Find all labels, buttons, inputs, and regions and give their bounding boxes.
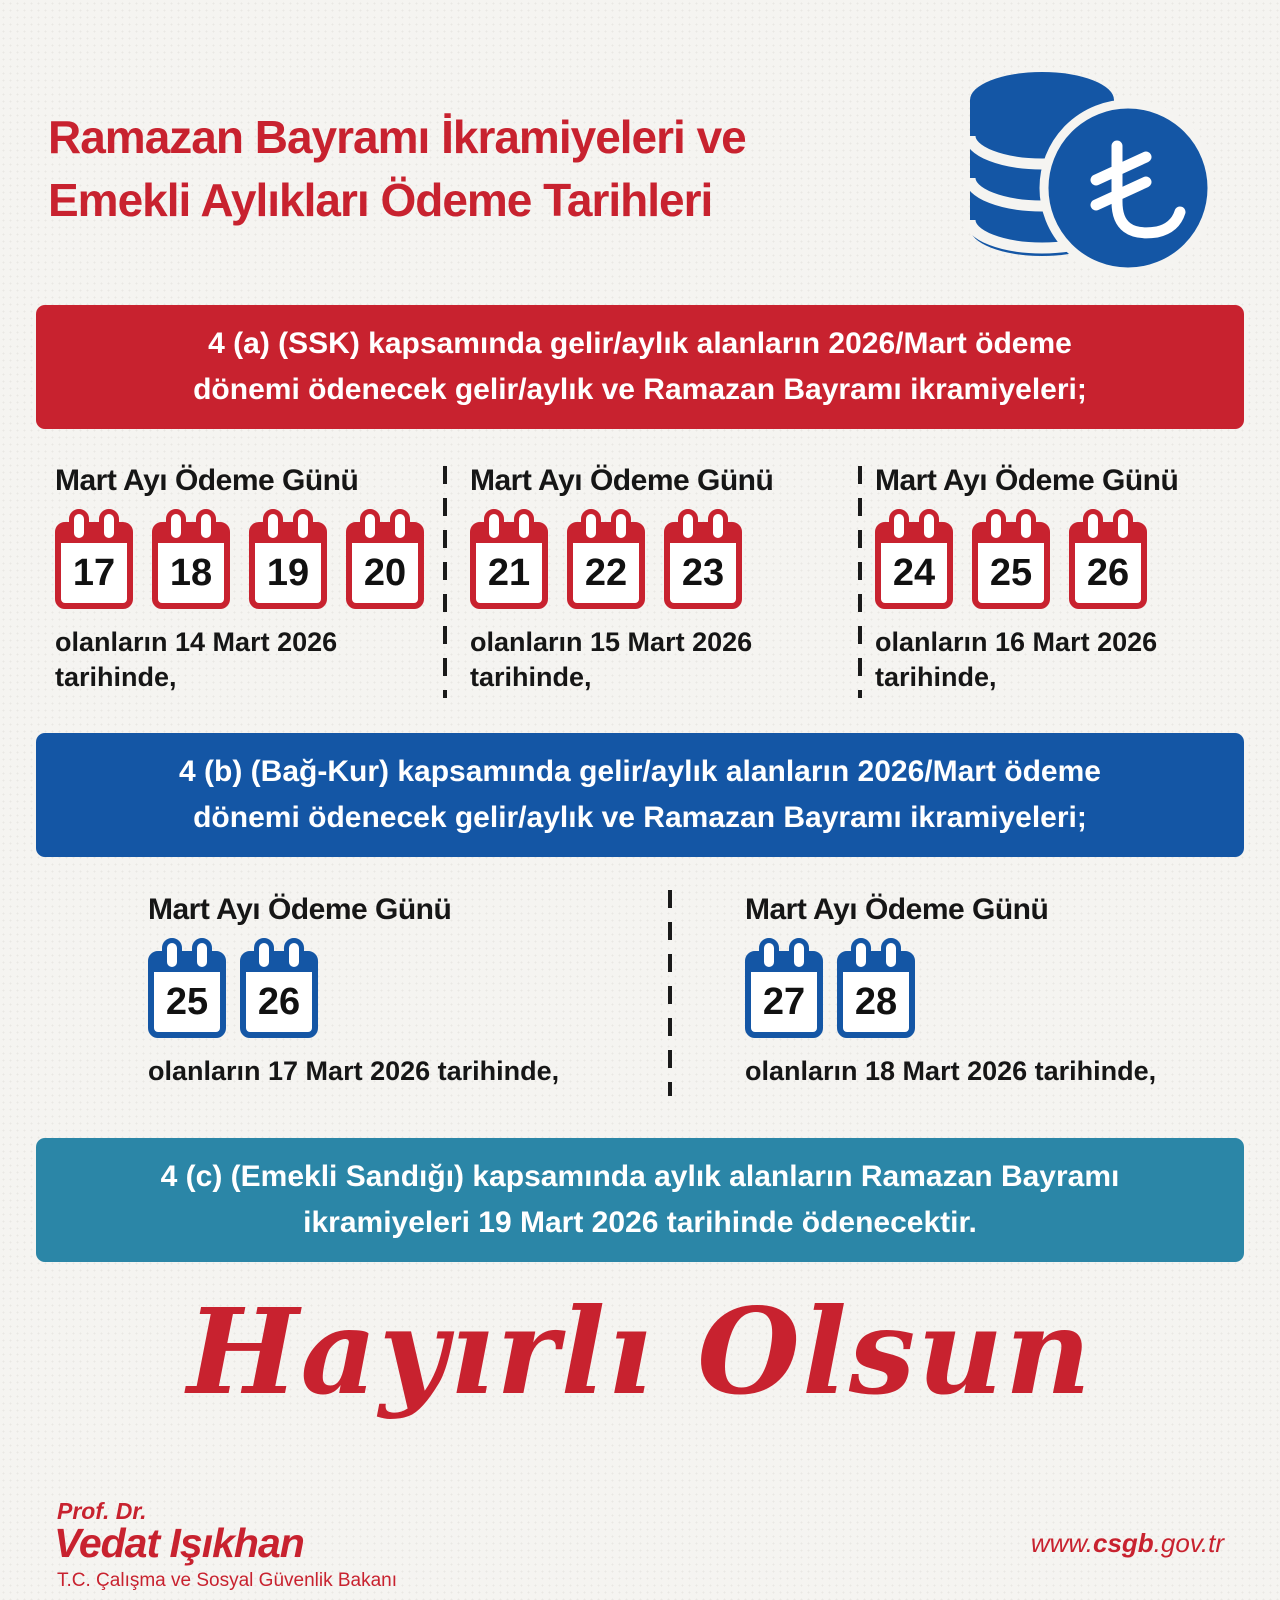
- calendar-day-icon: [567, 522, 645, 609]
- payment-column-a1: [55, 464, 424, 695]
- calendar-ring-icon: [484, 509, 504, 543]
- caption-line1: olanların 16 Mart 2026: [875, 627, 1158, 657]
- calendar-ring-icon: [192, 938, 212, 972]
- payment-caption: [875, 625, 1157, 695]
- banner-4b-line2: dönemi ödenecek gelir/aylık ve Ramazan Bayramı ikramiyeleri;: [193, 801, 1087, 834]
- calendar-ring-icon: [263, 509, 283, 543]
- calendar-row: [875, 522, 1147, 609]
- calendar-day-number: 25: [165, 981, 209, 1023]
- calendar-ring-icon: [1016, 509, 1036, 543]
- caption-line1: olanların 15 Mart 2026: [470, 627, 753, 657]
- column-divider: [668, 890, 672, 1096]
- calendar-ring-icon: [293, 509, 313, 543]
- calendar-day-number: 21: [487, 552, 531, 594]
- calendar-day-number: 18: [169, 552, 213, 594]
- calendar-day-icon: [152, 522, 230, 609]
- calendar-ring-icon: [581, 509, 601, 543]
- column-header: Mart Ayı Ödeme Günü: [55, 464, 359, 497]
- column-header: Mart Ayı Ödeme Günü: [148, 893, 452, 926]
- calendar-ring-icon: [196, 509, 216, 543]
- calendar-day-icon: [875, 522, 953, 609]
- calendar-day-icon: [1069, 522, 1147, 609]
- payment-column-b1: [148, 893, 559, 1089]
- banner-4b-bagkur: [36, 733, 1244, 857]
- banner-4b-line1: 4 (b) (Bağ-Kur) kapsamında gelir/aylık alanların 2026/Mart ödeme: [179, 754, 1101, 788]
- calendar-day-number: 19: [266, 552, 310, 594]
- calendar-day-number: 22: [584, 552, 628, 594]
- calendar-day-icon: [249, 522, 327, 609]
- calendar-ring-icon: [162, 938, 182, 972]
- calendar-day-icon: [745, 951, 823, 1038]
- calendar-ring-icon: [99, 509, 119, 543]
- closing-message: Hayırlı Olsun: [187, 1282, 1093, 1421]
- calendar-ring-icon: [1113, 509, 1133, 543]
- column-divider: [858, 466, 862, 698]
- payment-caption: olanların 18 Mart 2026 tarihinde,: [745, 1056, 1157, 1086]
- calendar-day-number: 28: [854, 981, 898, 1023]
- website-bold: csgb: [1092, 1528, 1154, 1558]
- calendar-day-icon: [470, 522, 548, 609]
- calendar-day-icon: [55, 522, 133, 609]
- calendar-row: [745, 951, 915, 1038]
- caption-line2: tarihinde,: [470, 662, 592, 693]
- website-prefix: www.: [1030, 1528, 1093, 1558]
- calendar-day-icon: [664, 522, 742, 609]
- minister-name: Vedat Işıkhan: [54, 1520, 304, 1566]
- calendar-ring-icon: [69, 509, 89, 543]
- calendar-ring-icon: [284, 938, 304, 972]
- calendar-day-icon: [972, 522, 1050, 609]
- lira-coin-stack-icon: [960, 56, 1212, 278]
- payment-caption: olanların 17 Mart 2026 tarihinde,: [148, 1056, 560, 1086]
- column-header: Mart Ayı Ödeme Günü: [470, 464, 774, 497]
- banner-4a-ssk: [36, 305, 1244, 429]
- payment-column-b2: [745, 893, 1156, 1089]
- calendar-ring-icon: [166, 509, 186, 543]
- calendar-day-number: 27: [762, 981, 806, 1023]
- website-url: [1031, 1528, 1224, 1559]
- calendar-day-number: 26: [257, 981, 301, 1023]
- calendar-ring-icon: [851, 938, 871, 972]
- column-header: Mart Ayı Ödeme Günü: [875, 464, 1179, 497]
- payment-caption: [55, 625, 337, 695]
- calendar-day-number: 25: [989, 552, 1033, 594]
- caption-line1: olanların 14 Mart 2026: [55, 627, 338, 657]
- calendar-day-number: 17: [72, 552, 116, 594]
- calendar-row: [470, 522, 742, 609]
- page-title-line1: Ramazan Bayramı İkramiyeleri ve: [48, 111, 746, 163]
- page-title-line2: Emekli Aylıkları Ödeme Tarihleri: [48, 174, 713, 227]
- column-header: Mart Ayı Ödeme Günü: [745, 893, 1049, 926]
- caption-line2: tarihinde,: [55, 662, 177, 693]
- calendar-ring-icon: [986, 509, 1006, 543]
- calendar-row: [148, 951, 318, 1038]
- minister-title: Prof. Dr.: [57, 1498, 147, 1524]
- calendar-ring-icon: [390, 509, 410, 543]
- calendar-day-number: 24: [892, 552, 936, 594]
- calendar-ring-icon: [514, 509, 534, 543]
- payment-column-a2: [470, 464, 773, 695]
- calendar-day-number: 23: [681, 552, 725, 594]
- payment-caption: [470, 625, 752, 695]
- column-divider: [443, 466, 447, 698]
- banner-4c-line2: ikramiyeleri 19 Mart 2026 tarihinde ödenecektir.: [303, 1206, 977, 1239]
- calendar-day-icon: [240, 951, 318, 1038]
- calendar-ring-icon: [889, 509, 909, 543]
- calendar-day-icon: [837, 951, 915, 1038]
- website-suffix: .gov.tr: [1153, 1528, 1224, 1558]
- banner-4c-line1: 4 (c) (Emekli Sandığı) kapsamında aylık alanların Ramazan Bayramı: [160, 1159, 1120, 1193]
- calendar-ring-icon: [678, 509, 698, 543]
- caption-line2: tarihinde,: [875, 662, 997, 693]
- calendar-ring-icon: [789, 938, 809, 972]
- ministry-name: T.C. Çalışma ve Sosyal Güvenlik Bakanı: [57, 1570, 398, 1591]
- calendar-ring-icon: [881, 938, 901, 972]
- calendar-day-number: 26: [1086, 552, 1130, 594]
- calendar-ring-icon: [708, 509, 728, 543]
- banner-4a-line2: dönemi ödenecek gelir/aylık ve Ramazan Bayramı ikramiyeleri;: [193, 373, 1087, 406]
- banner-4c-emekli-sandigi: [36, 1138, 1244, 1262]
- calendar-ring-icon: [611, 509, 631, 543]
- calendar-ring-icon: [759, 938, 779, 972]
- calendar-row: [55, 522, 424, 609]
- page-title: [48, 106, 948, 233]
- calendar-day-icon: [148, 951, 226, 1038]
- calendar-ring-icon: [919, 509, 939, 543]
- payment-column-a3: [875, 464, 1178, 695]
- calendar-day-icon: [346, 522, 424, 609]
- banner-4a-line1: 4 (a) (SSK) kapsamında gelir/aylık alanların 2026/Mart ödeme: [208, 326, 1072, 360]
- calendar-ring-icon: [360, 509, 380, 543]
- calendar-ring-icon: [1083, 509, 1103, 543]
- calendar-ring-icon: [254, 938, 274, 972]
- calendar-day-number: 20: [363, 552, 407, 594]
